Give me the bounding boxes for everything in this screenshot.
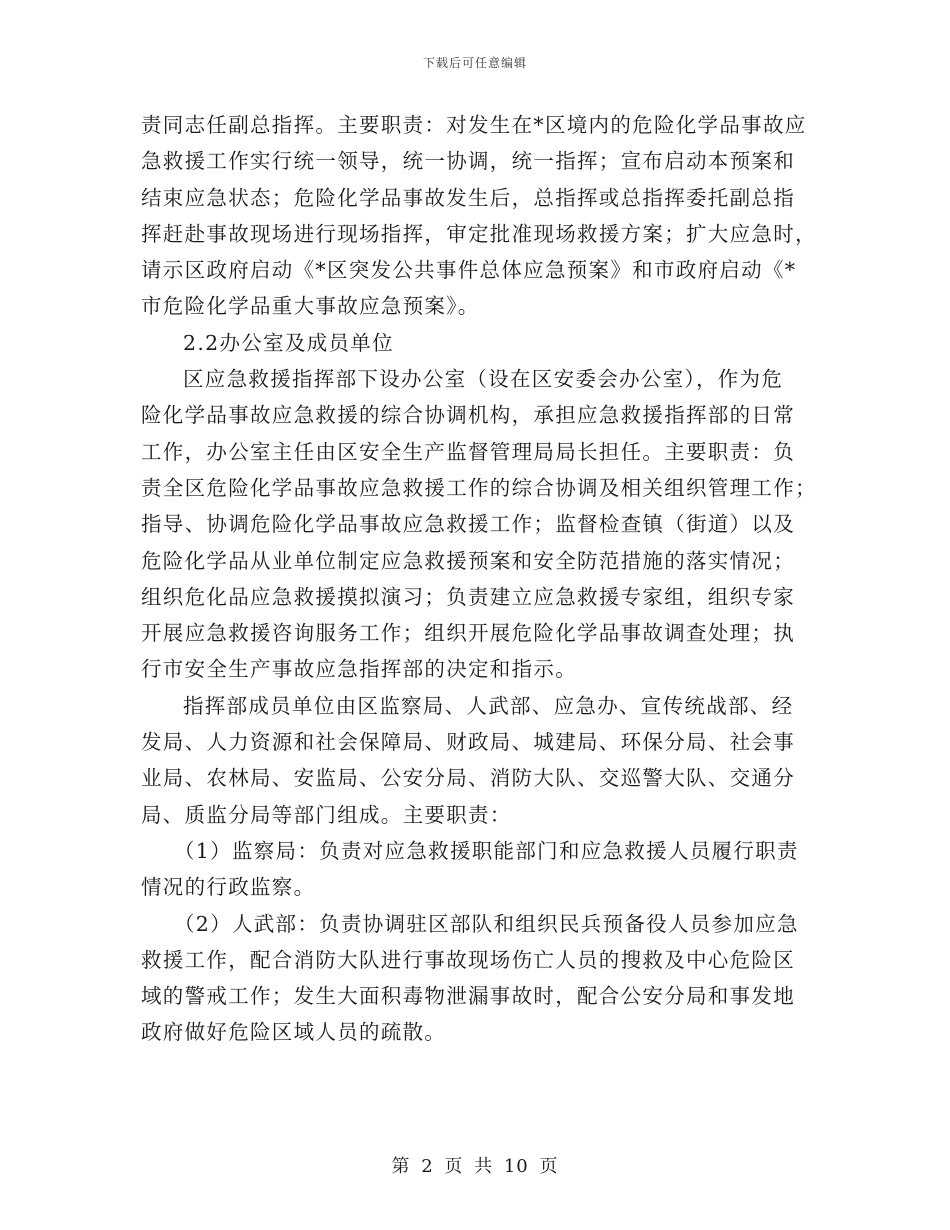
text-line: 组织危化品应急救援摸拟演习；负责建立应急救援专家组，组织专家 <box>141 584 795 609</box>
text-line: 情况的行政监察。 <box>141 875 316 900</box>
page-number: 第 2 页 共 10 页 <box>391 1156 559 1177</box>
list-item: （1）监察局：负责对应急救援职能部门和应急救援人员履行职责 <box>174 838 799 863</box>
text-line: 业局、农林局、安监局、公安分局、消防大队、交巡警大队、交通分 <box>141 766 795 791</box>
text-line: 请示区政府启动《*区突发公共事件总体应急预案》和市政府启动《* <box>141 258 797 283</box>
text-line: 挥赶赴事故现场进行现场指挥，审定批准现场救援方案；扩大应急时， <box>141 221 817 246</box>
page-header: 下载后可任意编辑 <box>422 56 527 70</box>
document-body <box>141 107 817 1051</box>
text-line: 急救援工作实行统一领导，统一协调，统一指挥；宣布启动本预案和 <box>141 149 795 174</box>
text-line: 救援工作，配合消防大队进行事故现场伤亡人员的搜救及中心危险区 <box>141 947 795 972</box>
text-line: 工作，办公室主任由区安全生产监督管理局局长担任。主要职责：负 <box>141 439 795 464</box>
text-line: 责同志任副总指挥。主要职责：对发生在*区境内的危险化学品事故应 <box>141 113 807 137</box>
text-line: 行市安全生产事故应急指挥部的决定和指示。 <box>141 657 577 682</box>
text-line: 责全区危险化学品事故应急救援工作的综合协调及相关组织管理工作； <box>141 475 817 500</box>
list-item: （2）人武部：负责协调驻区部队和组织民兵预备役人员参加应急 <box>174 911 799 936</box>
text-line: 政府做好危险区域人员的疏散。 <box>141 1020 447 1045</box>
text-line: 险化学品事故应急救援的综合协调机构，承担应急救援指挥部的日常 <box>141 403 795 428</box>
text-line: 市危险化学品重大事故应急预案》。 <box>141 294 480 319</box>
text-line: 局、质监分局等部门组成。主要职责： <box>141 802 512 827</box>
text-line: 结束应急状态；危险化学品事故发生后，总指挥或总指挥委托副总指 <box>141 185 795 210</box>
section-heading: 2.2办公室及成员单位 <box>183 330 394 355</box>
text-line: 指挥部成员单位由区监察局、人武部、应急办、宣传统战部、经 <box>183 693 794 718</box>
text-line: 域的警戒工作；发生大面积毒物泄漏事故时，配合公安分局和事发地 <box>141 984 795 1009</box>
text-line: 区应急救援指挥部下设办公室（设在区安委会办公室），作为危 <box>183 367 784 392</box>
text-line: 开展应急救援咨询服务工作；组织开展危险化学品事故调查处理；执 <box>141 621 795 646</box>
text-line: 危险化学品从业单位制定应急救援预案和安全防范措施的落实情况； <box>141 548 795 573</box>
text-line: 指导、协调危险化学品事故应急救援工作；监督检查镇（街道）以及 <box>141 512 795 537</box>
text-line: 发局、人力资源和社会保障局、财政局、城建局、环保分局、社会事 <box>141 730 795 755</box>
